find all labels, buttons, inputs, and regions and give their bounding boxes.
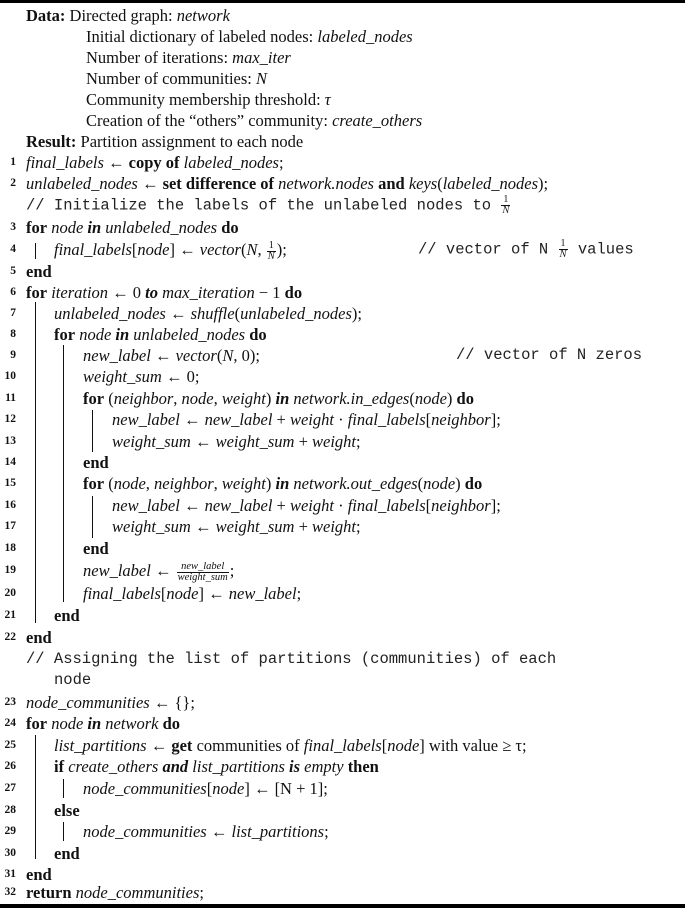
line-2: 2 unlabeled_nodes ← set difference of network.nodes and keys(labeled_nodes); (10, 174, 549, 193)
line-16: 16 new_label ← new_label + weight · final_labels[neighbor]; (4, 496, 501, 515)
fraction-new-label-over-weight-sum: $\frac{\text{new\_label}}{\text{weight\_sum}}$ (177, 560, 228, 583)
line-24: 24 for node in network do (4, 714, 181, 733)
line-5: 5 end (10, 262, 52, 281)
line-30: 30 end (4, 844, 80, 863)
comment-assign-1: // Assigning the list of partitions (communities) of each (26, 650, 557, 668)
line-13: 13 weight_sum ← weight_sum + weight; (4, 432, 361, 451)
line-11: 11 for (neighbor, node, weight) in network.in_edges(node) do (5, 389, 474, 408)
fraction-one-over-n: $\frac{1}{N}$ (502, 194, 510, 216)
result-row: Result: Partition assignment to each node (26, 132, 304, 151)
line-29: 29 node_communities ← list_partitions; (4, 822, 329, 841)
line-3: 3 for node in unlabeled_nodes do (10, 218, 239, 237)
line-22: 22 end (4, 628, 52, 647)
comment-init: // Initialize the labels of the unlabeled nodes to $\frac{1}{N}$ (26, 194, 510, 216)
line-4: 4 final_labels[node] ← vector(N, $\frac{1}{N}$ ); // vector of N $\frac{1}{N}$ values (10, 238, 634, 262)
data-row-1: Initial dictionary of labeled nodes: labeled_nodes (86, 27, 413, 46)
result-label: Result: (26, 132, 77, 151)
line-31: 31 end (4, 865, 52, 884)
line-7: 7 unlabeled_nodes ← shuffle(unlabeled_nodes); (10, 304, 362, 323)
block-bar-if-26 (63, 779, 64, 798)
line-12: 12 new_label ← new_label + weight · final_labels[neighbor]; (4, 410, 501, 429)
line-20: 20 final_labels[node] ← new_label; (4, 584, 302, 603)
block-bar-for-6 (35, 302, 36, 623)
line-8: 8 for node in unlabeled_nodes do (10, 325, 267, 344)
line-25: 25 list_partitions ← get communities of final_labels[node] with value ≥ τ; (4, 736, 527, 755)
line-14: 14 end (4, 453, 109, 472)
block-bar-for-8 (63, 345, 64, 602)
line-17: 17 weight_sum ← weight_sum + weight; (4, 517, 361, 536)
block-bar-for-24 (35, 735, 36, 859)
line-23: 23 node_communities ← {}; (4, 693, 195, 712)
block-bar-else-28 (63, 822, 64, 841)
block-bar-for-15 (92, 496, 93, 538)
line-1: 1 final_labels ← copy of labeled_nodes; (10, 153, 284, 172)
line-18: 18 end (4, 539, 109, 558)
line-32: 32 return node_communities; (4, 883, 204, 902)
line-28: 28 else (4, 801, 80, 820)
data-row-0: Data: Directed graph: network (26, 6, 230, 25)
data-row-2: Number of iterations: max_iter (86, 48, 291, 67)
data-row-3: Number of communities: N (86, 69, 268, 88)
data-row-5: Creation of the “others” community: create_others (86, 111, 423, 130)
data-label: Data: (26, 6, 66, 25)
bottom-rule (0, 904, 685, 908)
line-27: 27 node_communities[node] ← [N + 1]; (4, 779, 328, 798)
line-6: 6 for iteration ← 0 to max_iteration − 1 do (10, 283, 303, 302)
line-21: 21 end (4, 606, 80, 625)
line-26: 26 if create_others and list_partitions is empty then (4, 757, 379, 776)
data-row-4: Community membership threshold: τ (86, 90, 331, 109)
comment-assign-2: node (54, 671, 92, 689)
line-10: 10 weight_sum ← 0; (4, 367, 200, 386)
top-rule (0, 0, 685, 3)
line-15: 15 for (node, neighbor, weight) in network.out_edges(node) do (4, 474, 483, 493)
block-bar-for-11 (92, 410, 93, 452)
line-19: 19 new_label ← $\frac{\text{new\_label}}{\text{weight\_sum}}$ ; (4, 560, 235, 583)
block-bar-for-3 (35, 243, 36, 259)
line-9: 9 new_label ← vector(N, 0); // vector of N zeros (10, 346, 643, 365)
